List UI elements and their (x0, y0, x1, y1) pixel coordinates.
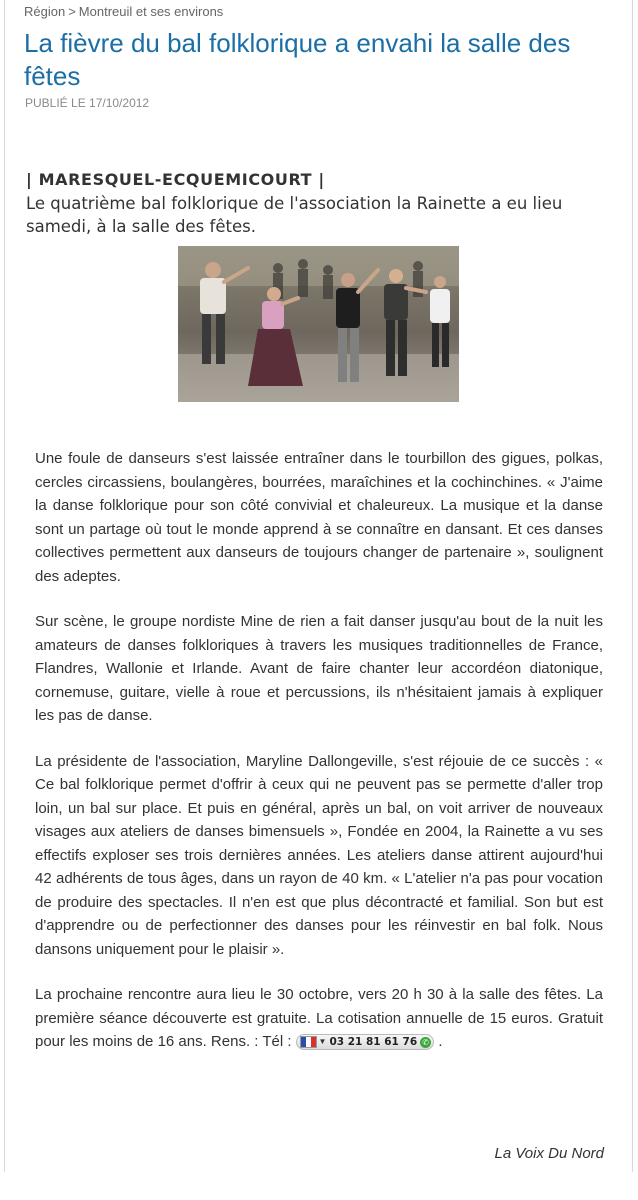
breadcrumb-area-link[interactable]: Montreuil et ses environs (78, 4, 224, 19)
phone-widget[interactable] (296, 1034, 435, 1050)
france-flag-icon (300, 1036, 317, 1048)
breadcrumb-region-link[interactable]: Région (24, 4, 66, 19)
article-body (35, 447, 603, 1076)
breadcrumb-separator: > (68, 4, 76, 19)
contact-text-end: . (438, 1033, 443, 1050)
article-photo (178, 246, 459, 402)
publish-date: PUBLIÉ LE 17/10/2012 (25, 96, 150, 110)
breadcrumb (24, 4, 223, 19)
article-paragraph: La présidente de l'association, Maryline Dallongeville, s'est réjouie de ce succès : « Ce bal folklorique permet d'offrir à ceux qui ne peuvent pas se permette d'aller trop loin, un bal sur place. Et puis en général, après un bal, on voit arriver de nouveaux visages aux ateliers de danses bimensuels », Fondée en 2004, la Rainette a vu ses effectifs exploser ses trois dernières années. Les ateliers danse attirent aujourd'hui 42 adhérents de tous âges, dans un rayon de 40 km. « L'atelier n'a pas pour vocation de produire des spectacles. Il n'en est que plus décontracté et familial. Son but est d'apprendre ou de perfectionner des danses pour les réinvestir en bal folk. Nous dansons uniquement pour le plaisir ». (35, 752, 603, 958)
article-paragraph: Sur scène, le groupe nordiste Mine de rien a fait danser jusqu'au bout de la nuit les amateurs de danses folkloriques à travers les musiques traditionnelles de France, Flandres, Wallonie et Irlande. Avant de faire chanter leur accordéon diatonique, cornemuse, guitare, vielle à roue et percussions, ils n'hésitaient jamais à expliquer les pas de danse. (35, 613, 603, 724)
phone-call-icon[interactable]: ✆ (420, 1037, 431, 1048)
article-paragraph: Une foule de danseurs s'est laissée entraîner dans le tourbillon des gigues, polkas, cercles circassiens, boulangères, bourrées, maraîchines et la cochinchines. « J'aime la danse folklorique pour son côté convivial et chaleureux. La musique et la danse sont un partage où tout le monde apprend à se connaître en dansant. Et ces danses collectives permettent aux danseurs de toujours changer de partenaire », soulignent des adeptes. (35, 450, 603, 585)
article-lead: Le quatrième bal folklorique de l'association la Rainette a eu lieu samedi, à la salle des fêtes. (26, 194, 563, 236)
phone-number[interactable]: 03 21 81 61 76 (329, 1036, 418, 1049)
article-paragraph-contact (35, 983, 603, 1054)
article-locality: | MARESQUEL-ECQUEMICOURT | (26, 170, 325, 189)
dancers-photo-illustration (178, 246, 459, 402)
article-title: La fièvre du bal folklorique a envahi la salle des fêtes (24, 28, 571, 91)
contact-text: La prochaine rencontre aura lieu le 30 octobre, vers 20 h 30 à la salle des fêtes. La première séance découverte est gratuite. La cotisation annuelle de 15 euros. Gratuit pour les moins de 16 ans. Rens. : Tél : (35, 986, 603, 1050)
chevron-down-icon[interactable]: ▼ (318, 1037, 327, 1047)
article-source: La Voix Du Nord (494, 1145, 604, 1162)
